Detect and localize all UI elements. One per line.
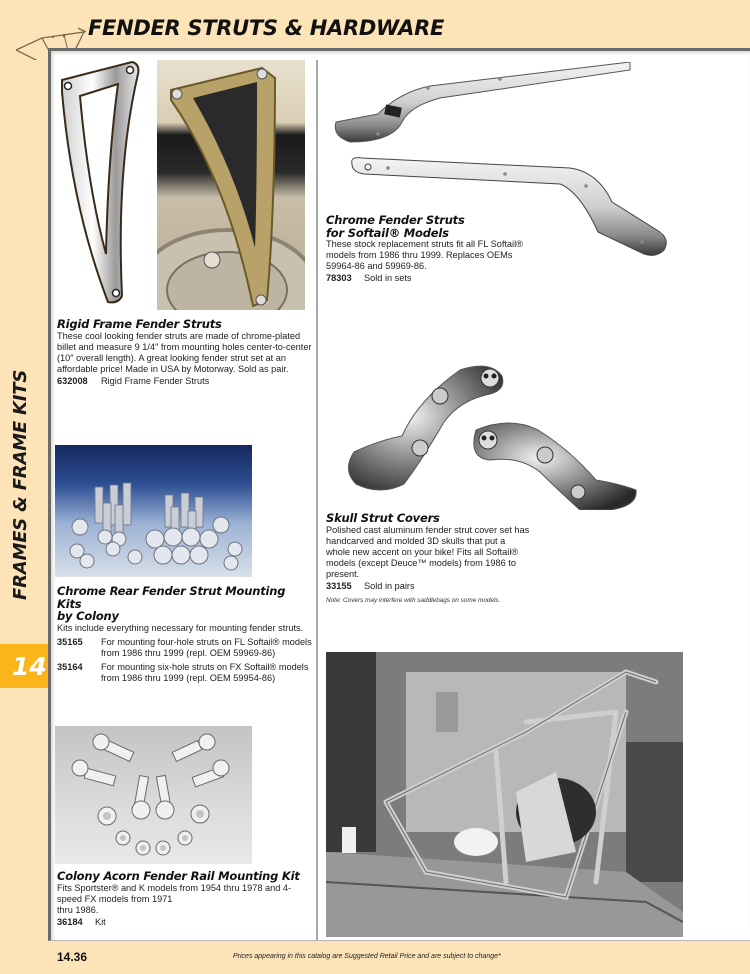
product-title-line1: Chrome Rear Fender Strut Mounting Kits [57, 584, 286, 611]
sku-number: 632008 [57, 375, 88, 386]
column-divider [316, 60, 318, 940]
product-description: These stock replacement struts fit all FL Softail® models from 1986 thru 1999. Replaces OEMs 59964-86 and 59969-86. [326, 239, 523, 271]
product-title-line1: Chrome Fender Struts [326, 213, 465, 227]
product-description-line1: Fits Sportster® and K models from 1954 thru 1978 and 4-speed FX models from 1971 [57, 882, 292, 904]
product-chrome-rear-mounting-kits [57, 585, 312, 684]
product-image-rigid-strut-installed [157, 60, 305, 310]
sku-number: 36184 [57, 916, 83, 927]
sku-row [57, 637, 312, 659]
sku-label: Rigid Frame Fender Struts [101, 375, 210, 386]
sku-label: Sold in sets [364, 273, 412, 283]
product-image-mounting-kits [55, 445, 252, 577]
page-number: 14.36 [57, 950, 88, 964]
product-image-skull-strut-covers [340, 360, 640, 510]
product-title: Colony Acorn Fender Rail Mounting Kit [57, 869, 300, 883]
sku-number: 78303 [326, 273, 352, 283]
product-title-line2: by Colony [57, 609, 119, 623]
sku-label: Sold in pairs [364, 580, 415, 591]
sku-row [57, 917, 312, 928]
chapter-number: 14 [12, 652, 47, 681]
product-description: Polished cast aluminum fender strut cover set has handcarved and molded 3D skulls that put a whole new accent on your bike! Fits all Softail® models (except Deuce™ models) from 1986 to present. [326, 524, 530, 579]
sku-number: 35164 [57, 661, 83, 672]
sku-row [326, 273, 531, 284]
product-title: Skull Strut Covers [326, 511, 440, 525]
sku-label: For mounting four-hole struts on FL Softail® models from 1986 thru 1999 (repl. OEM 59969-86) [101, 636, 312, 658]
product-colony-acorn-kit [57, 870, 312, 928]
product-description: These cool looking fender struts are made of chrome-plated billet and measure 9 1/4″ from mounting holes center-to-center (10″ overall length). A great looking fender strut set at an affordable price! Made in USA by Motorway. Sold as pair. [57, 330, 312, 374]
chapter-tab[interactable] [0, 644, 48, 688]
product-image-acorn-kit [55, 726, 252, 864]
product-description-line2: thru 1986. [57, 904, 99, 915]
product-rigid-frame-fender-struts [57, 318, 312, 387]
sku-number: 35165 [57, 636, 83, 647]
product-description: Kits include everything necessary for mounting fender struts. [57, 622, 304, 633]
sku-row [57, 662, 312, 684]
product-chrome-fender-struts-softail [326, 214, 531, 284]
page-header [0, 0, 750, 48]
page-title: FENDER STRUTS & HARDWARE [88, 16, 444, 40]
product-title-line2: for Softail® Models [326, 225, 449, 240]
product-image-rigid-strut [58, 58, 150, 308]
section-label: FRAMES & FRAME KITS [10, 369, 31, 600]
price-disclaimer: Prices appearing in this catalog are Suggested Retail Price and are subject to change* [233, 953, 501, 960]
sku-number: 33155 [326, 580, 352, 591]
product-title: Rigid Frame Fender Struts [57, 317, 222, 331]
product-note: Note: Covers may interfere with saddlebags on some models. [326, 596, 501, 604]
sku-label: For mounting six-hole struts on FX Softail® models from 1986 thru 1999 (repl. OEM 59954-86) [101, 661, 309, 683]
photo-frame-welding [326, 652, 683, 937]
sku-row [57, 376, 312, 387]
sku-row [326, 581, 531, 592]
product-skull-strut-covers [326, 512, 531, 606]
sku-label: Kit [95, 916, 106, 927]
